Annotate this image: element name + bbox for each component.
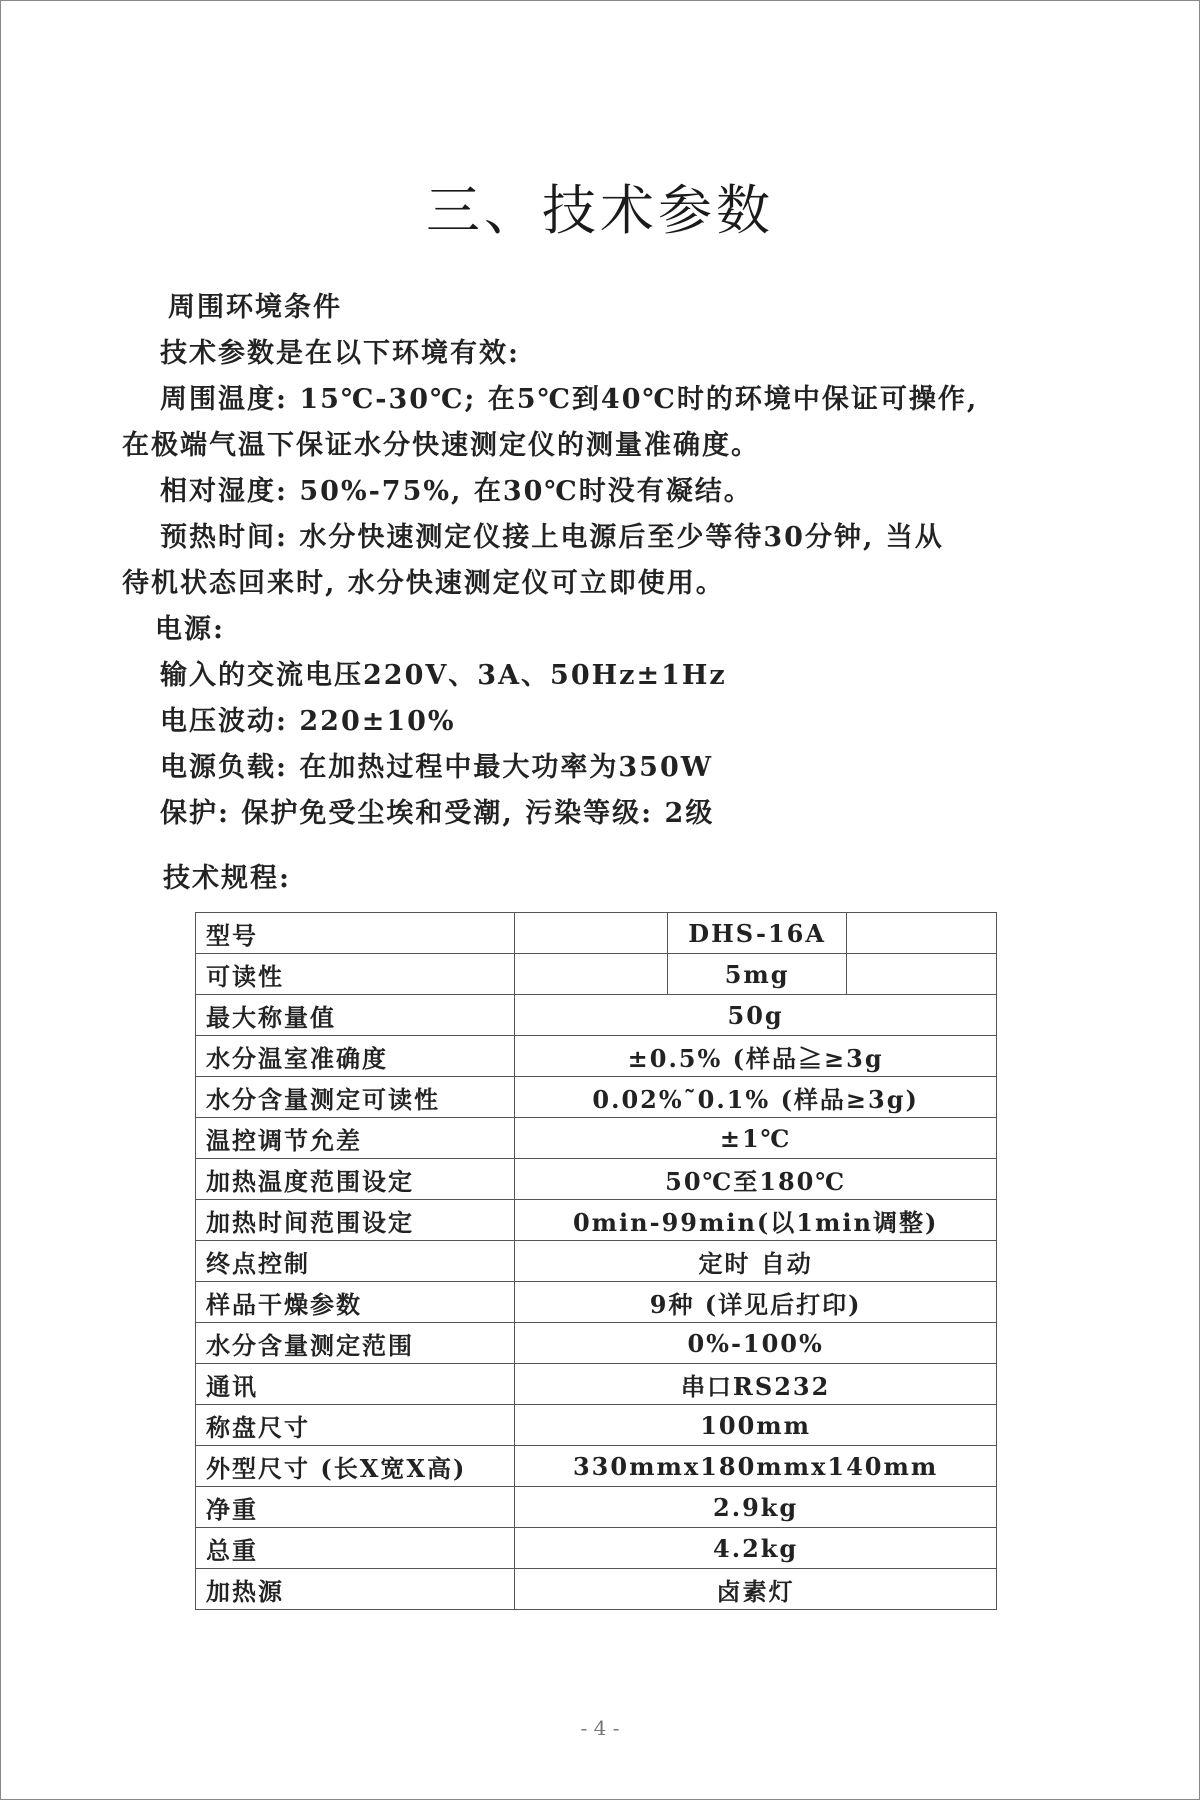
table-row: [196, 1200, 997, 1241]
spec-value: 5mg: [668, 954, 847, 995]
spec-label: 最大称量值: [196, 995, 515, 1036]
section-heading: 电源:: [155, 614, 225, 645]
table-row: [196, 954, 997, 995]
spec-value: 0.02%˜0.1% (样品≥3g): [515, 1077, 997, 1118]
table-row: [196, 1282, 997, 1323]
empty-cell: [847, 913, 997, 954]
spec-label: 型号: [196, 913, 515, 954]
table-row: [196, 1118, 997, 1159]
table-row: [196, 1077, 997, 1118]
table-row: [196, 1487, 997, 1528]
paragraph: 输入的交流电压220V、3A、50Hz±1Hz: [160, 660, 727, 691]
spec-value: ±1℃: [515, 1118, 997, 1159]
spec-value: 100mm: [515, 1405, 997, 1446]
page-number: - 4 -: [580, 1716, 620, 1740]
table-row: [196, 1036, 997, 1077]
paragraph: 电压波动: 220±10%: [160, 706, 456, 737]
spec-label: 加热源: [196, 1569, 515, 1610]
paragraph: 周围环境条件: [168, 292, 342, 323]
table-row: [196, 1405, 997, 1446]
table-row: [196, 1241, 997, 1282]
spec-label: 水分含量测定可读性: [196, 1077, 515, 1118]
spec-table: [195, 912, 997, 1610]
spec-label: 通讯: [196, 1364, 515, 1405]
spec-label: 终点控制: [196, 1241, 515, 1282]
paragraph: 保护: 保护免受尘埃和受潮, 污染等级: 2级: [160, 798, 715, 829]
paragraph: 待机状态回来时, 水分快速测定仪可立即使用。: [122, 568, 725, 599]
spec-value: 2.9kg: [515, 1487, 997, 1528]
spec-value: 定时 自动: [515, 1241, 997, 1282]
spec-label: 可读性: [196, 954, 515, 995]
spec-value: 9种 (详见后打印): [515, 1282, 997, 1323]
spec-value: 50℃至180℃: [515, 1159, 997, 1200]
table-row: [196, 995, 997, 1036]
paragraph: 相对湿度: 50%-75%, 在30℃时没有凝结。: [160, 476, 753, 507]
spec-label: 样品干燥参数: [196, 1282, 515, 1323]
spec-label: 加热温度范围设定: [196, 1159, 515, 1200]
spec-value: 卤素灯: [515, 1569, 997, 1610]
spec-label: 水分含量测定范围: [196, 1323, 515, 1364]
empty-cell: [515, 913, 668, 954]
spec-value: 串口RS232: [515, 1364, 997, 1405]
table-row: [196, 1446, 997, 1487]
spec-value: 0min-99min(以1min调整): [515, 1200, 997, 1241]
spec-value: 4.2kg: [515, 1528, 997, 1569]
paragraph: 预热时间: 水分快速测定仪接上电源后至少等待30分钟, 当从: [160, 522, 944, 553]
table-row: [196, 1569, 997, 1610]
table-row: [196, 1364, 997, 1405]
spec-value: ±0.5% (样品≧≥3g: [515, 1036, 997, 1077]
spec-label: 总重: [196, 1528, 515, 1569]
paragraph: 在极端气温下保证水分快速测定仪的测量准确度。: [122, 430, 760, 461]
table-row: [196, 913, 997, 954]
spec-label: 水分温室准确度: [196, 1036, 515, 1077]
spec-label: 称盘尺寸: [196, 1405, 515, 1446]
spec-value: 50g: [515, 995, 997, 1036]
empty-cell: [515, 954, 668, 995]
spec-value: DHS-16A: [668, 913, 847, 954]
paragraph: 电源负载: 在加热过程中最大功率为350W: [160, 752, 714, 783]
section-heading: 技术规程:: [163, 863, 291, 894]
spec-value: 330mmx180mmx140mm: [515, 1446, 997, 1487]
spec-label: 温控调节允差: [196, 1118, 515, 1159]
table-row: [196, 1323, 997, 1364]
paragraph: 技术参数是在以下环境有效:: [160, 338, 520, 369]
table-row: [196, 1159, 997, 1200]
spec-value: 0%-100%: [515, 1323, 997, 1364]
paragraph: 周围温度: 15℃-30℃; 在5℃到40℃时的环境中保证可操作,: [160, 384, 979, 415]
spec-label: 外型尺寸 (长X宽X高): [196, 1446, 515, 1487]
page-title: 三、技术参数: [426, 179, 774, 242]
spec-label: 净重: [196, 1487, 515, 1528]
table-row: [196, 1528, 997, 1569]
spec-label: 加热时间范围设定: [196, 1200, 515, 1241]
empty-cell: [847, 954, 997, 995]
